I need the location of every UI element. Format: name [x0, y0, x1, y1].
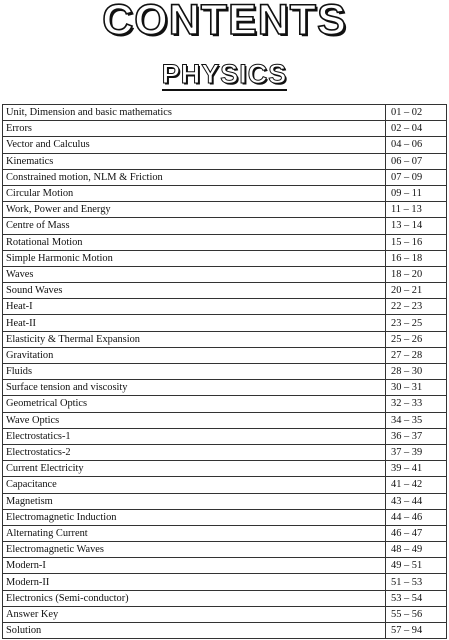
page-range-cell: 07 – 09 [386, 169, 447, 185]
table-row [3, 623, 447, 639]
topic-cell: Geometrical Optics [3, 396, 386, 412]
page-range-cell: 51 – 53 [386, 574, 447, 590]
page-range-cell: 13 – 14 [386, 218, 447, 234]
topic-cell: Modern-I [3, 558, 386, 574]
page-range-cell: 46 – 47 [386, 525, 447, 541]
table-row [3, 315, 447, 331]
page-range-cell: 34 – 35 [386, 412, 447, 428]
topic-cell: Elasticity & Thermal Expansion [3, 331, 386, 347]
table-row [3, 574, 447, 590]
table-row [3, 218, 447, 234]
table-row [3, 525, 447, 541]
topic-cell: Rotational Motion [3, 234, 386, 250]
table-row [3, 444, 447, 460]
table-row [3, 347, 447, 363]
table-row [3, 412, 447, 428]
page-range-cell: 06 – 07 [386, 153, 447, 169]
page-range-cell: 37 – 39 [386, 444, 447, 460]
topic-cell: Unit, Dimension and basic mathematics [3, 105, 386, 121]
page-range-cell: 28 – 30 [386, 364, 447, 380]
table-row [3, 493, 447, 509]
topic-cell: Errors [3, 121, 386, 137]
page-range-cell: 53 – 54 [386, 590, 447, 606]
topic-cell: Surface tension and viscosity [3, 380, 386, 396]
table-row [3, 331, 447, 347]
page-range-cell: 39 – 41 [386, 461, 447, 477]
page-range-cell: 43 – 44 [386, 493, 447, 509]
table-row [3, 153, 447, 169]
table-row [3, 477, 447, 493]
page-range-cell: 57 – 94 [386, 623, 447, 639]
page-range-cell: 48 – 49 [386, 542, 447, 558]
topic-cell: Centre of Mass [3, 218, 386, 234]
page-range-cell: 11 – 13 [386, 202, 447, 218]
contents-table-body [3, 105, 447, 639]
page-range-cell: 02 – 04 [386, 121, 447, 137]
table-row [3, 396, 447, 412]
topic-cell: Answer Key [3, 606, 386, 622]
table-row [3, 234, 447, 250]
table-row [3, 169, 447, 185]
topic-cell: Electromagnetic Waves [3, 542, 386, 558]
table-row [3, 428, 447, 444]
page-range-cell: 49 – 51 [386, 558, 447, 574]
topic-cell: Vector and Calculus [3, 137, 386, 153]
page-range-cell: 18 – 20 [386, 266, 447, 282]
topic-cell: Solution [3, 623, 386, 639]
table-row [3, 105, 447, 121]
table-row [3, 202, 447, 218]
table-row [3, 558, 447, 574]
topic-cell: Circular Motion [3, 185, 386, 201]
topic-cell: Gravitation [3, 347, 386, 363]
page-range-cell: 16 – 18 [386, 250, 447, 266]
page-range-cell: 41 – 42 [386, 477, 447, 493]
topic-cell: Electrostatics-2 [3, 444, 386, 460]
table-row [3, 590, 447, 606]
page-range-cell: 09 – 11 [386, 185, 447, 201]
table-row [3, 299, 447, 315]
topic-cell: Constrained motion, NLM & Friction [3, 169, 386, 185]
table-row [3, 509, 447, 525]
topic-cell: Work, Power and Energy [3, 202, 386, 218]
section-heading [0, 59, 449, 91]
topic-cell: Electromagnetic Induction [3, 509, 386, 525]
contents-table [2, 104, 447, 639]
page-range-cell: 25 – 26 [386, 331, 447, 347]
topic-cell: Current Electricity [3, 461, 386, 477]
topic-cell: Magnetism [3, 493, 386, 509]
table-row [3, 121, 447, 137]
page-range-cell: 27 – 28 [386, 347, 447, 363]
table-row [3, 606, 447, 622]
table-row [3, 283, 447, 299]
page-range-cell: 32 – 33 [386, 396, 447, 412]
topic-cell: Sound Waves [3, 283, 386, 299]
page-range-cell: 01 – 02 [386, 105, 447, 121]
page-range-cell: 55 – 56 [386, 606, 447, 622]
topic-cell: Alternating Current [3, 525, 386, 541]
table-row [3, 461, 447, 477]
topic-cell: Heat-I [3, 299, 386, 315]
topic-cell: Electronics (Semi-conductor) [3, 590, 386, 606]
table-row [3, 250, 447, 266]
topic-cell: Heat-II [3, 315, 386, 331]
page-range-cell: 30 – 31 [386, 380, 447, 396]
topic-cell: Wave Optics [3, 412, 386, 428]
page-range-cell: 15 – 16 [386, 234, 447, 250]
table-row [3, 266, 447, 282]
page-title: CONTENTS [102, 0, 347, 44]
page-range-cell: 36 – 37 [386, 428, 447, 444]
section-heading-text: PHYSICS [161, 59, 288, 89]
page-range-cell: 44 – 46 [386, 509, 447, 525]
topic-cell: Modern-II [3, 574, 386, 590]
topic-cell: Electrostatics-1 [3, 428, 386, 444]
table-row [3, 380, 447, 396]
table-row [3, 364, 447, 380]
table-row [3, 185, 447, 201]
table-row [3, 542, 447, 558]
topic-cell: Fluids [3, 364, 386, 380]
topic-cell: Capacitance [3, 477, 386, 493]
page-range-cell: 23 – 25 [386, 315, 447, 331]
page-range-cell: 04 – 06 [386, 137, 447, 153]
page-range-cell: 22 – 23 [386, 299, 447, 315]
topic-cell: Kinematics [3, 153, 386, 169]
topic-cell: Waves [3, 266, 386, 282]
page-range-cell: 20 – 21 [386, 283, 447, 299]
table-row [3, 137, 447, 153]
topic-cell: Simple Harmonic Motion [3, 250, 386, 266]
